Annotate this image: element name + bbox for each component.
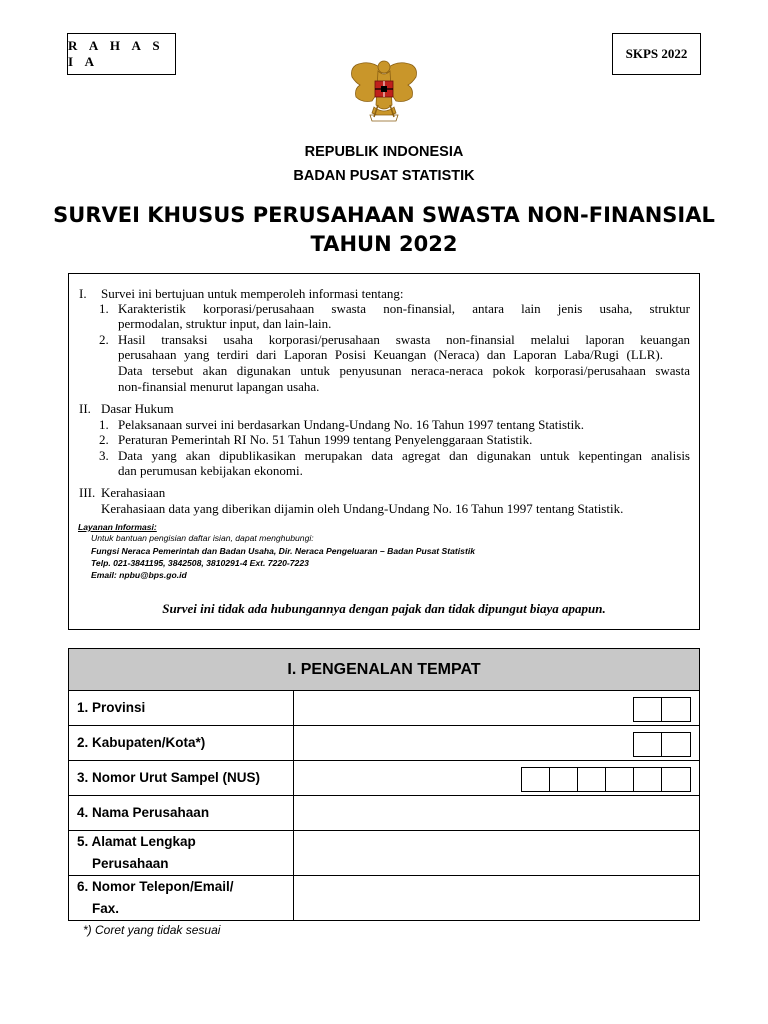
code-digit-input[interactable] bbox=[662, 733, 690, 756]
code-digit-input[interactable] bbox=[522, 768, 549, 791]
company-address-input[interactable] bbox=[301, 835, 691, 871]
item-text: Data tersebut akan digunakan untuk penyusunan neraca-neraca pokok korporasi/perusahaan swasta bbox=[118, 363, 690, 378]
row-label bbox=[69, 876, 294, 920]
item-text: Pelaksanaan survei ini berdasarkan Undang-Undang No. 16 Tahun 1997 tentang Statistik. bbox=[118, 417, 585, 432]
code-digit-input[interactable] bbox=[634, 768, 661, 791]
row-label bbox=[69, 761, 294, 795]
form-code-box bbox=[612, 33, 701, 75]
section-heading: I. PENGENALAN TEMPAT bbox=[69, 649, 699, 691]
table-row bbox=[69, 796, 699, 831]
item-text: Data yang akan dipublikasikan merupakan data agregat dan digunakan untuk kepentingan analisis bbox=[118, 448, 690, 463]
code-digit-input[interactable] bbox=[634, 733, 661, 756]
table-row bbox=[69, 726, 699, 761]
republic-label: REPUBLIK INDONESIA bbox=[304, 144, 464, 160]
table-row bbox=[69, 761, 699, 796]
code-digit-input[interactable] bbox=[578, 768, 605, 791]
row-label bbox=[69, 796, 294, 830]
section-number: III. bbox=[79, 485, 96, 500]
classification-label: R A H A S I A bbox=[68, 38, 165, 69]
code-digit-input[interactable] bbox=[634, 698, 661, 721]
footnote: *) Coret yang tidak sesuai bbox=[83, 923, 221, 937]
code-cell[interactable] bbox=[634, 768, 662, 791]
item-text: dan perumusan kebijakan ekonomi. bbox=[118, 463, 303, 478]
item-text: perusahaan yang terdiri dari Laporan Posisi Keuangan (Neraca) dan Laporan Laba/Rugi (LLR). bbox=[118, 347, 663, 362]
code-cell[interactable] bbox=[522, 768, 550, 791]
code-cell[interactable] bbox=[606, 768, 634, 791]
survey-title-line1: SURVEI KHUSUS PERUSAHAAN SWASTA NON-FINANSIAL bbox=[53, 203, 715, 227]
code-cell[interactable] bbox=[550, 768, 578, 791]
contact-line: Fungsi Neraca Pemerintah dan Badan Usaha, Dir. Neraca Pengeluaran – Badan Pusat Statistik bbox=[91, 546, 475, 556]
sample-number-cells bbox=[521, 767, 691, 792]
section-number: I. bbox=[79, 286, 87, 301]
location-identification-table bbox=[68, 648, 700, 921]
code-cell[interactable] bbox=[634, 698, 662, 721]
address-label: 5. Alamat Lengkap bbox=[77, 834, 196, 849]
agency-label: BADAN PUSAT STATISTIK bbox=[293, 168, 475, 184]
item-text: Karakteristik korporasi/perusahaan swasta non-finansial, antara lain jenis usaha, struktur bbox=[118, 301, 690, 316]
row-label bbox=[69, 831, 294, 875]
phone-email-fax-input[interactable] bbox=[301, 880, 691, 916]
contact-label: 6. Nomor Telepon/Email/ bbox=[77, 879, 234, 894]
code-digit-input[interactable] bbox=[662, 698, 690, 721]
item-text: non-finansial menurut lapangan usaha. bbox=[118, 379, 320, 394]
code-cell[interactable] bbox=[662, 698, 690, 721]
code-cell[interactable] bbox=[662, 768, 690, 791]
contact-label-cont: Fax. bbox=[92, 901, 120, 916]
row-label bbox=[69, 726, 294, 760]
contact-heading: Layanan Informasi: bbox=[78, 522, 157, 532]
code-digit-input[interactable] bbox=[662, 768, 690, 791]
regency-code-cells bbox=[633, 732, 691, 757]
garuda-pancasila-icon bbox=[348, 57, 420, 127]
code-cell[interactable] bbox=[662, 733, 690, 756]
address-label-cont: Perusahaan bbox=[92, 856, 169, 871]
section-title: Dasar Hukum bbox=[101, 401, 174, 416]
section-number: II. bbox=[79, 401, 91, 416]
code-digit-input[interactable] bbox=[606, 768, 633, 791]
table-row bbox=[69, 876, 699, 920]
regency-city-label: 2. Kabupaten/Kota*) bbox=[77, 735, 206, 750]
tax-notice: Survei ini tidak ada hubungannya dengan pajak dan tidak dipungut biaya apapun. bbox=[162, 601, 606, 616]
code-digit-input[interactable] bbox=[550, 768, 577, 791]
form-code-label: SKPS 2022 bbox=[625, 46, 688, 61]
section-title: Kerahasiaan bbox=[101, 485, 166, 500]
item-number: 2. bbox=[99, 432, 109, 447]
contact-email: Email: npbu@bps.go.id bbox=[91, 570, 187, 580]
company-name-input[interactable] bbox=[301, 800, 691, 826]
item-number: 3. bbox=[99, 448, 109, 463]
table-row bbox=[69, 691, 699, 726]
code-cell[interactable] bbox=[578, 768, 606, 791]
item-text: Peraturan Pemerintah RI No. 51 Tahun 1999 tentang Penyelenggaraan Statistik. bbox=[118, 432, 533, 447]
item-number: 1. bbox=[99, 301, 109, 316]
survey-title-line2: TAHUN 2022 bbox=[310, 232, 458, 256]
row-label bbox=[69, 691, 294, 725]
item-text: Hasil transaksi usaha korporasi/perusahaan swasta non-finansial melalui laporan keuangan bbox=[118, 332, 690, 347]
company-name-label: 4. Nama Perusahaan bbox=[77, 805, 210, 820]
province-label: 1. Provinsi bbox=[77, 700, 146, 715]
sample-number-label: 3. Nomor Urut Sampel (NUS) bbox=[77, 770, 261, 785]
classification-box bbox=[67, 33, 176, 75]
confidentiality-text: Kerahasiaan data yang diberikan dijamin oleh Undang-Undang No. 16 Tahun 1997 tentang Statistik. bbox=[101, 501, 624, 516]
item-text: permodalan, struktur input, dan lain-lain. bbox=[118, 316, 332, 331]
item-number: 1. bbox=[99, 417, 109, 432]
table-row bbox=[69, 831, 699, 876]
contact-line: Untuk bantuan pengisian daftar isian, dapat menghubungi: bbox=[91, 533, 314, 543]
province-code-cells bbox=[633, 697, 691, 722]
contact-phone: Telp. 021-3841195, 3842508, 3810291-4 Ext. 7220-7223 bbox=[91, 558, 309, 568]
survey-information-box bbox=[68, 273, 700, 630]
item-number: 2. bbox=[99, 332, 109, 347]
section-title: Survei ini bertujuan untuk memperoleh informasi tentang: bbox=[101, 286, 404, 301]
code-cell[interactable] bbox=[634, 733, 662, 756]
